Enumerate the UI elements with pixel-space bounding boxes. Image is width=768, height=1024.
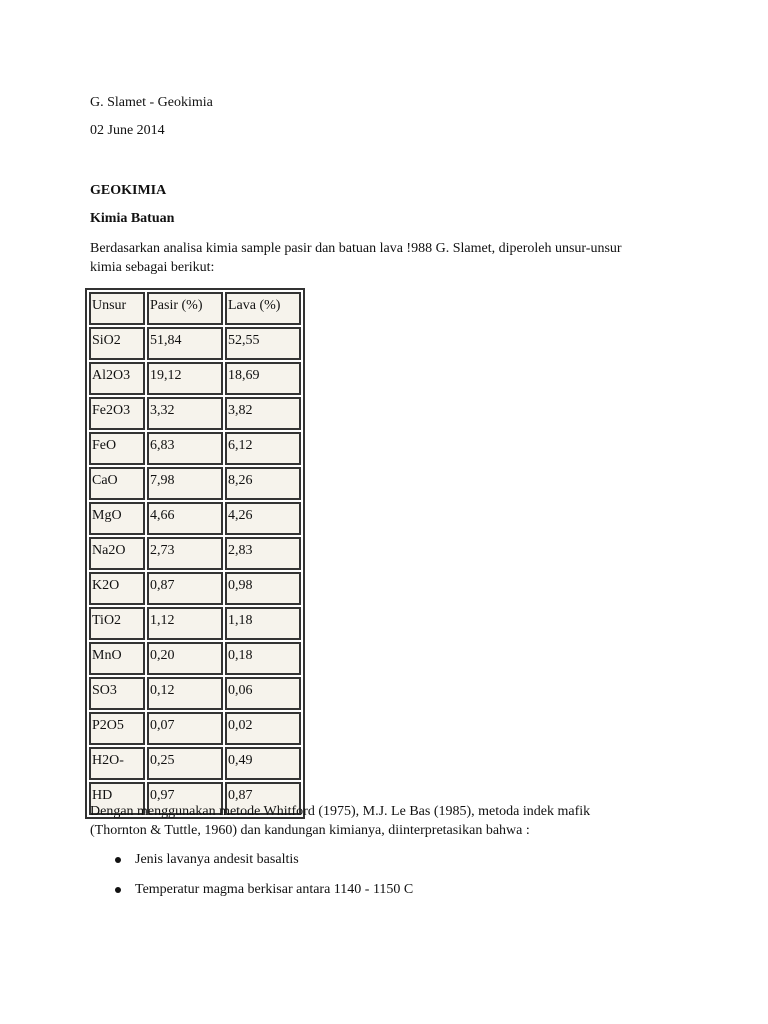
- header-cell-lava: Lava (%): [225, 292, 301, 325]
- cell-unsur: P2O5: [89, 712, 145, 745]
- table-row: [89, 537, 301, 570]
- cell-lava: 0,49: [225, 747, 301, 780]
- cell-lava: 0,06: [225, 677, 301, 710]
- cell-lava: 2,83: [225, 537, 301, 570]
- cell-unsur: MnO: [89, 642, 145, 675]
- cell-unsur: FeO: [89, 432, 145, 465]
- cell-pasir: 0,20: [147, 642, 223, 675]
- table-row: [89, 467, 301, 500]
- cell-lava: 3,82: [225, 397, 301, 430]
- cell-lava: 0,98: [225, 572, 301, 605]
- header-cell-pasir: Pasir (%): [147, 292, 223, 325]
- cell-pasir: 6,83: [147, 432, 223, 465]
- cell-pasir: 3,32: [147, 397, 223, 430]
- cell-lava: 0,87: [225, 782, 301, 815]
- cell-lava: 0,18: [225, 642, 301, 675]
- list-item-text: Temperatur magma berkisar antara 1140 - 1150 C: [135, 882, 414, 897]
- chemical-composition-table: [85, 288, 305, 819]
- document-title: G. Slamet - Geokimia: [90, 95, 213, 110]
- cell-unsur: MgO: [89, 502, 145, 535]
- table-row: [89, 362, 301, 395]
- cell-lava: 4,26: [225, 502, 301, 535]
- table-row: [89, 677, 301, 710]
- cell-pasir: 19,12: [147, 362, 223, 395]
- table-row: [89, 502, 301, 535]
- cell-lava: 52,55: [225, 327, 301, 360]
- section-subheading: Kimia Batuan: [90, 211, 175, 226]
- bullet-icon: [115, 887, 121, 893]
- cell-pasir: 0,12: [147, 677, 223, 710]
- list-item: [90, 850, 413, 880]
- cell-pasir: 2,73: [147, 537, 223, 570]
- cell-unsur: Na2O: [89, 537, 145, 570]
- cell-unsur: Fe2O3: [89, 397, 145, 430]
- cell-unsur: HD: [89, 782, 145, 815]
- cell-pasir: 7,98: [147, 467, 223, 500]
- cell-lava: 1,18: [225, 607, 301, 640]
- cell-lava: 18,69: [225, 362, 301, 395]
- cell-unsur: SiO2: [89, 327, 145, 360]
- cell-lava: 0,02: [225, 712, 301, 745]
- table-row: [89, 712, 301, 745]
- bullet-icon: [115, 857, 121, 863]
- list-item: [90, 880, 413, 910]
- cell-pasir: 0,87: [147, 572, 223, 605]
- intro-text-line-2: kimia sebagai berikut:: [90, 260, 215, 275]
- document-date: 02 June 2014: [90, 123, 165, 138]
- table-row: [89, 327, 301, 360]
- cell-unsur: TiO2: [89, 607, 145, 640]
- cell-unsur: K2O: [89, 572, 145, 605]
- table-header-row: [89, 292, 301, 325]
- cell-unsur: CaO: [89, 467, 145, 500]
- intro-text-line-1: Berdasarkan analisa kimia sample pasir dan batuan lava !988 G. Slamet, diperoleh unsur-unsur: [90, 241, 622, 256]
- table-row: [89, 432, 301, 465]
- list-item-text: Jenis lavanya andesit basaltis: [135, 852, 299, 867]
- cell-lava: 8,26: [225, 467, 301, 500]
- cell-pasir: 1,12: [147, 607, 223, 640]
- table-row: [89, 642, 301, 675]
- table-row: [89, 607, 301, 640]
- cell-pasir: 4,66: [147, 502, 223, 535]
- table-row: [89, 397, 301, 430]
- table-row: [89, 572, 301, 605]
- table-row: [89, 747, 301, 780]
- cell-pasir: 0,97: [147, 782, 223, 815]
- cell-unsur: H2O-: [89, 747, 145, 780]
- table-body: [89, 292, 301, 815]
- conclusion-list: [90, 850, 413, 910]
- cell-pasir: 51,84: [147, 327, 223, 360]
- cell-pasir: 0,07: [147, 712, 223, 745]
- cell-unsur: SO3: [89, 677, 145, 710]
- conclusion-text-line-2: (Thornton & Tuttle, 1960) dan kandungan kimianya, diinterpretasikan bahwa :: [90, 823, 530, 838]
- cell-unsur: Al2O3: [89, 362, 145, 395]
- conclusion-text-line-1: Dengan menggunakan metode Whitford (1975), M.J. Le Bas (1985), metoda indek mafik: [90, 804, 591, 819]
- cell-lava: 6,12: [225, 432, 301, 465]
- header-cell-unsur: Unsur: [89, 292, 145, 325]
- section-heading: GEOKIMIA: [90, 183, 167, 198]
- cell-pasir: 0,25: [147, 747, 223, 780]
